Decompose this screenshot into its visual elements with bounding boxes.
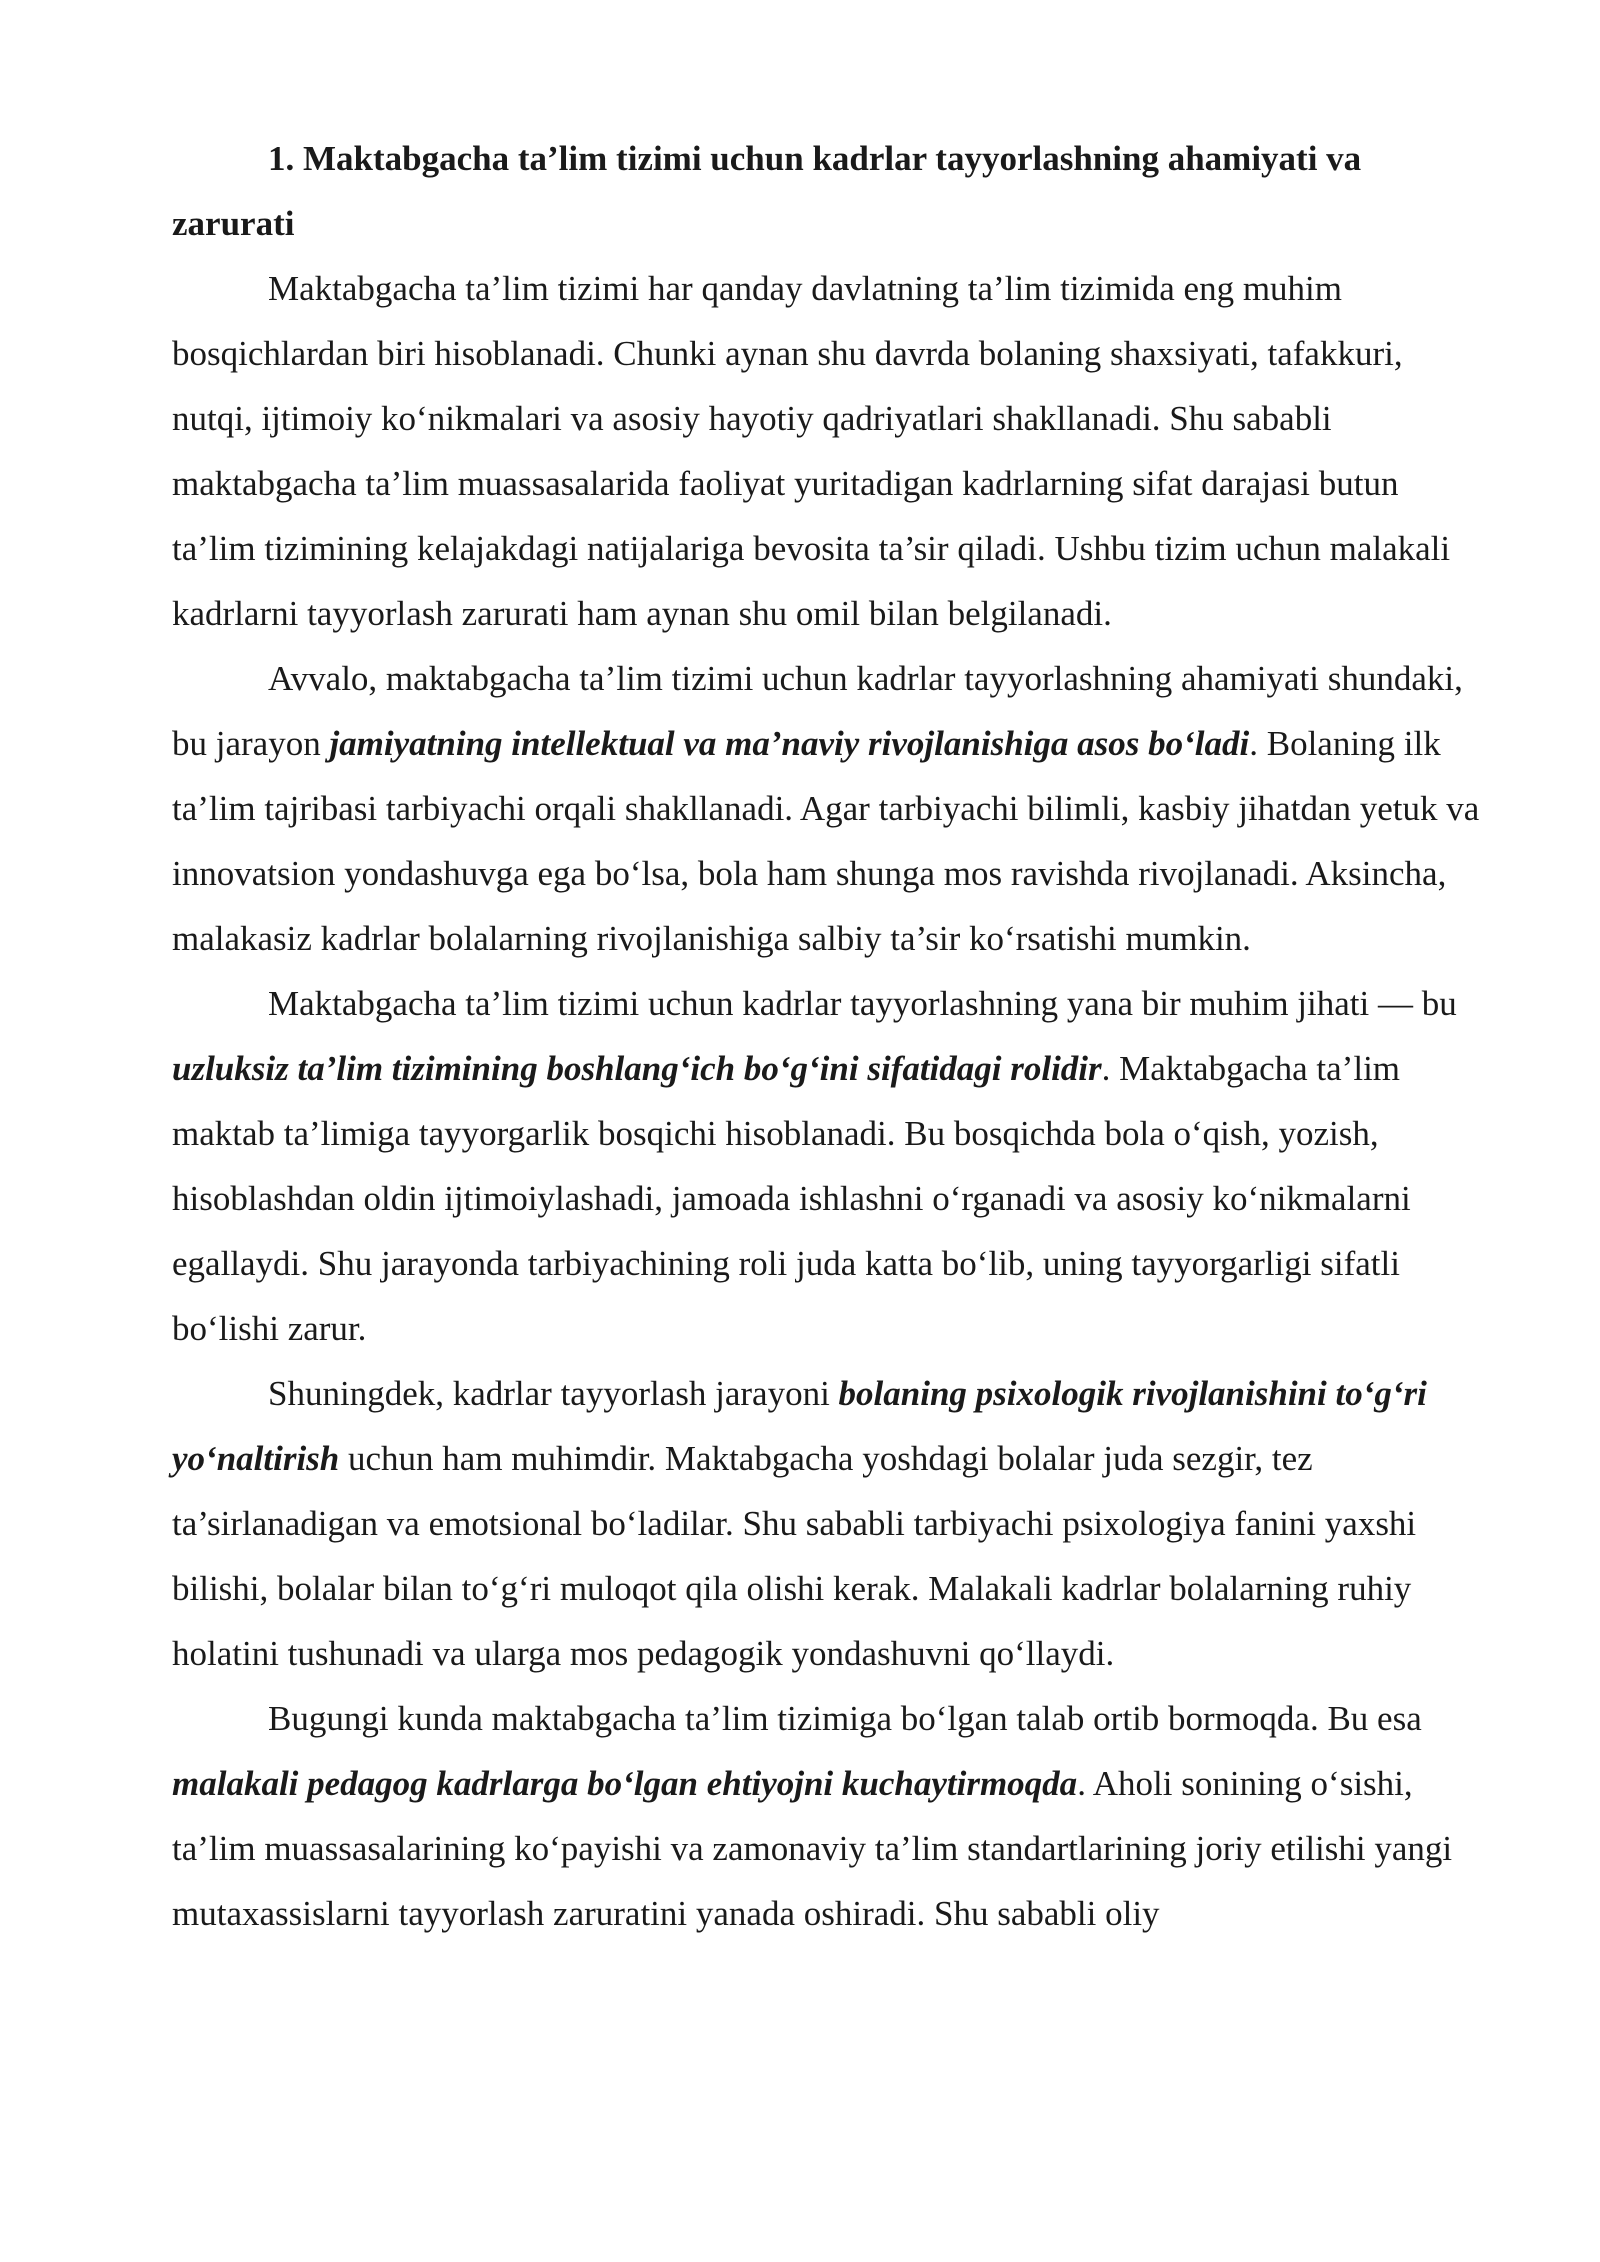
paragraph-5-text-before: Bugungi kunda maktabgacha ta’lim tizimiga boʻlgan talab ortib bormoqda. Bu esa (268, 1699, 1422, 1738)
paragraph-4-text-before: Shuningdek, kadrlar tayyorlash jarayoni (268, 1374, 839, 1413)
paragraph-5-text-after: . Aholi sonining oʻsishi, ta’lim muassasalarining koʻpayishi va zamonaviy ta’lim standartlarining joriy etilishi yangi mutaxassislarni tayyorlash zaruratini yanada oshiradi. Shu sababli oliy (172, 1764, 1453, 1933)
paragraph-5 (172, 1686, 1482, 1946)
paragraph-2-emphasis: jamiyatning intellektual va ma’naviy rivojlanishiga asos boʻladi (329, 724, 1250, 763)
paragraph-4-text-after: uchun ham muhimdir. Maktabgacha yoshdagi bolalar juda sezgir, tez ta’sirlanadigan va emotsional boʻladilar. Shu sababli tarbiyachi psixologiya fanini yaxshi bilishi, bolalar bilan toʻgʻri muloqot qila olishi kerak. Malakali kadrlar bolalarning ruhiy holatini tushunadi va ularga mos pedagogik yondashuvni qoʻllaydi. (172, 1439, 1417, 1673)
paragraph-3-emphasis: uzluksiz ta’lim tizimining boshlangʻich boʻgʻini sifatidagi rolidir (172, 1049, 1102, 1088)
paragraph-5-emphasis: malakali pedagog kadrlarga boʻlgan ehtiyojni kuchaytirmoqda (172, 1764, 1078, 1803)
paragraph-1: Maktabgacha ta’lim tizimi har qanday davlatning ta’lim tizimida eng muhim bosqichlardan biri hisoblanadi. Chunki aynan shu davrda bolaning shaxsiyati, tafakkuri, nutqi, ijtimoiy koʻnikmalari va asosiy hayotiy qadriyatlari shakllanadi. Shu sababli maktabgacha ta’lim muassasalarida faoliyat yuritadigan kadrlarning sifat darajasi butun ta’lim tizimining kelajakdagi natijalariga bevosita ta’sir qiladi. Ushbu tizim uchun malakali kadrlarni tayyorlash zarurati ham aynan shu omil bilan belgilanadi. (172, 269, 1451, 633)
paragraph-2 (172, 646, 1482, 971)
paragraph-3-text-after: . Maktabgacha ta’lim maktab ta’limiga tayyorgarlik bosqichi hisoblanadi. Bu bosqichda bola oʻqish, yozish, hisoblashdan oldin ijtimoiylashadi, jamoada ishlashni oʻrganadi va asosiy koʻnikmalarni egallaydi. Shu jarayonda tarbiyachining roli juda katta boʻlib, uning tayyorgarligi sifatli boʻlishi zarur. (172, 1049, 1411, 1348)
section-heading: 1. Maktabgacha ta’lim tizimi uchun kadrlar tayyorlashning ahamiyati va zarurati (172, 139, 1362, 243)
paragraph-3-text-before: Maktabgacha ta’lim tizimi uchun kadrlar tayyorlashning yana bir muhim jihati — bu (268, 984, 1457, 1023)
paragraph-4-emphasis: bolaning psixologik rivojlanishini toʻgʻri yoʻnaltirish (172, 1374, 1427, 1478)
document-body (172, 126, 1482, 1946)
paragraph-2-text-after: . Bolaning ilk ta’lim tajribasi tarbiyachi orqali shakllanadi. Agar tarbiyachi bilimli, kasbiy jihatdan yetuk va innovatsion yondashuvga ega boʻlsa, bola ham shunga mos ravishda rivojlanadi. Aksincha, malakasiz kadrlar bolalarning rivojlanishiga salbiy ta’sir koʻrsatishi mumkin. (172, 724, 1480, 958)
paragraph-3 (172, 971, 1482, 1361)
paragraph-2-text-before: Avvalo, maktabgacha ta’lim tizimi uchun kadrlar tayyorlashning ahamiyati shundaki, bu jarayon (172, 659, 1463, 763)
paragraph-4 (172, 1361, 1482, 1686)
